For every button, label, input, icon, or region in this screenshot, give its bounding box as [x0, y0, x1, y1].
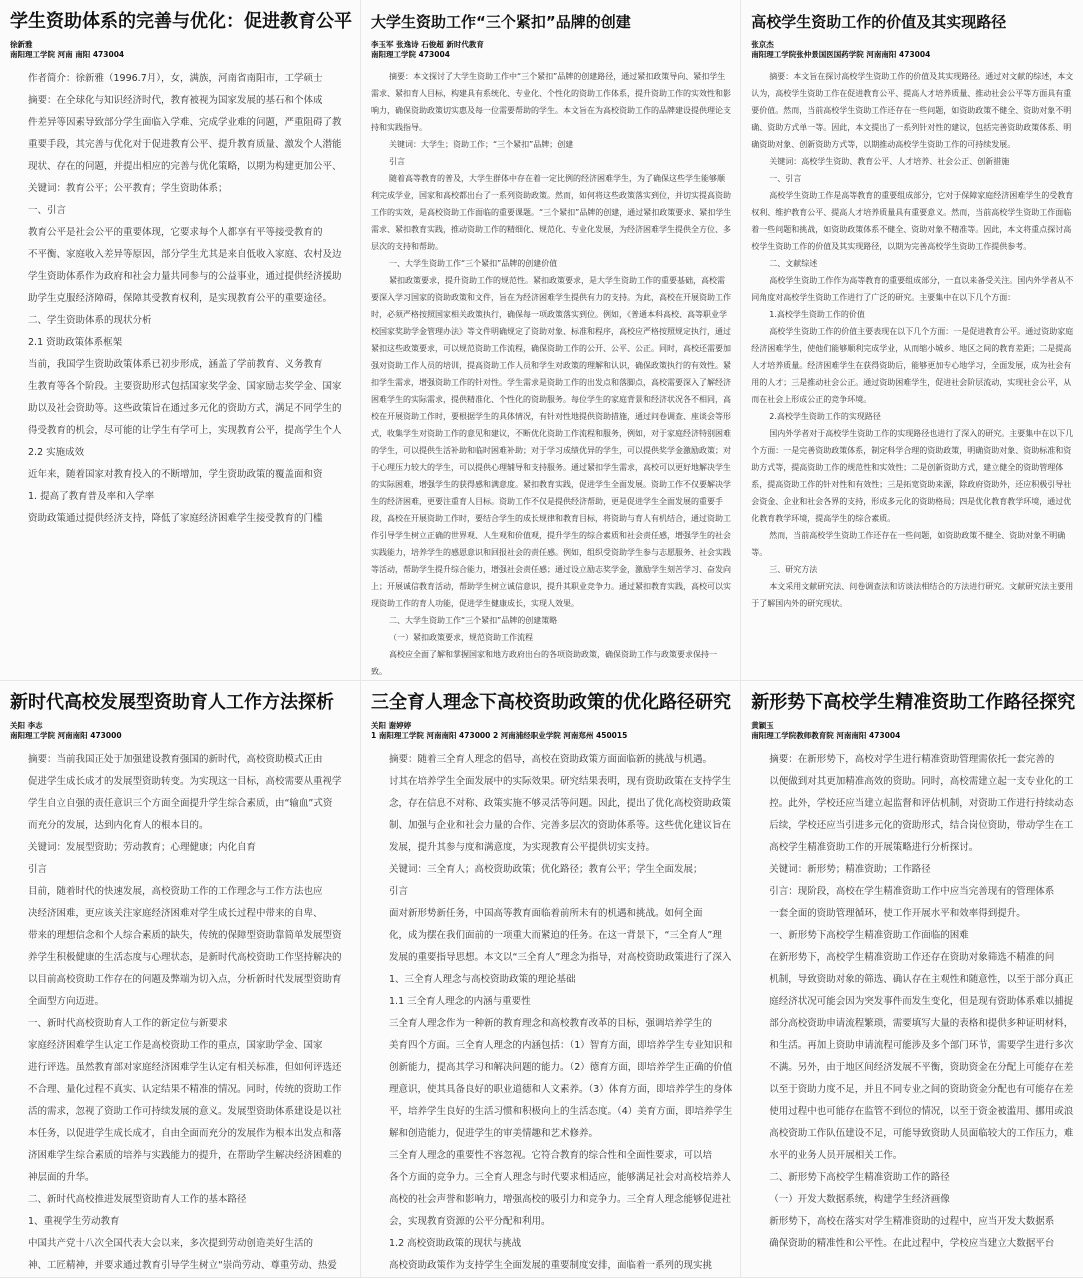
body-paragraph: 讨其在培养学生全面发展中的实际效果。研究结果表明，现有资助政策在支持学生 — [389, 776, 732, 787]
paper-affiliation: 南阳理工学院教师教育院 河南南阳 473004 — [751, 731, 901, 740]
body-paragraph: 关键词：新形势；精准资助；工作路径 — [769, 864, 931, 875]
paper-affiliation: 南阳理工学院 473004 — [371, 50, 450, 59]
section-heading: 一、新时代高校资助育人工作的新定位与新要求 — [28, 1018, 228, 1029]
body-paragraph: 关键词：三全育人；高校资助政策；优化路径；教育公平；学生全面发展； — [389, 864, 703, 875]
body-paragraph: 目前，随着时代的快速发展，高校资助工作的工作理念与工作方法也应 — [28, 886, 323, 897]
body-paragraph: 教育公平是社会公平的重要体现，它要求每个人都享有平等接受教育的 — [28, 227, 323, 238]
body-paragraph: 以至于资助力度不足，并且不同专业之间的资助资金分配也有可能存在差 — [769, 1084, 1074, 1095]
paper-authors: 张京杰 — [751, 40, 774, 49]
section-heading: （一）紧扣政策要求，规范资助工作流程 — [389, 633, 533, 642]
body-paragraph: 和生活。再加上资助申请流程可能涉及多个部门环节，需要学生进行多次 — [769, 1040, 1074, 1051]
body-paragraph: 件差异等因素导致部分学生面临入学难、完成学业难的问题，严重阻碍了教 — [28, 117, 342, 128]
paper-page-5 — [361, 681, 741, 1278]
body-paragraph: 本文采用文献研究法、问卷调查法和访谈法相结合的方法进行研究。文献研究法主要用于了解国内外的研究现状。 — [751, 582, 1074, 608]
body-paragraph: 摘要：当前我国正处于加强建设教育强国的新时代，高校资助模式正由 — [28, 754, 323, 765]
body-paragraph: 养学生积极健康的生活态度与心理状态，是新时代高校资助工作坚持解决的 — [28, 952, 342, 963]
body-paragraph: 高校学生资助工作的价值主要表现在以下几个方面：一是促进教育公平。通过资助家庭经济困难学生，使他们能够顺利完成学业，从而缩小城乡、地区之间的教育差距；二是提高人才培养质量。经济困难学生在获得资助后，能够更加专心地学习，全面发展，成为社会有用的人才；三是推动社会公正。通过资助困难学生，促进社会阶层流动，实现社会公平，从而在社会上形成公正的竞争环境。 — [751, 327, 1074, 404]
paper-page-6 — [741, 681, 1083, 1278]
body-paragraph: 作者简介：徐新雅（1996.7月），女，满族，河南省南阳市，工学硕士 — [28, 73, 323, 84]
body-paragraph: 高校资助政策作为支持学生全面发展的重要制度安排，面临着一系列的现实挑 — [389, 1260, 713, 1271]
body-paragraph: 活的需求，忽视了资助工作可持续发展的意义。发展型资助体系建设是以社 — [28, 1106, 342, 1117]
paper-affiliation: 1 南阳理工学院 河南南阳 473000 2 河南浦经职业学院 河南郑州 450015 — [371, 731, 628, 740]
body-paragraph: 理意识，使其具备良好的职业道德和人文素养。（3）体育方面，即培养学生的身体 — [389, 1084, 733, 1095]
body-paragraph: 学生资助体系作为政府和社会力量共同参与的公益事业，通过提供经济援助 — [28, 271, 342, 282]
paper-affiliation: 南阳理工学院张仲景国医国药学院 河南南阳 473004 — [751, 50, 931, 59]
body-paragraph: 当前，我国学生资助政策体系已初步形成，涵盖了学前教育、义务教育 — [28, 359, 323, 370]
body-paragraph: 不合理、量化过程不真实、认定结果不精准的情况。同时，传统的资助工作 — [28, 1084, 342, 1095]
body-paragraph: 高校资助工作队伍建设不足，可能导致资助人员面临较大的工作压力，难 — [769, 1128, 1074, 1139]
body-paragraph: 一套全面的资助管理循环，使工作开展水平和效率得到提升。 — [769, 908, 1026, 919]
paper-authors: 徐新雅 — [10, 40, 33, 49]
body-paragraph: 本任务，以促进学生成长成才，自由全面而充分的发展作为根本出发点和落 — [28, 1128, 342, 1139]
body-paragraph: 化，成为摆在我们面前的一项重大而紧迫的任务。在这一背景下，“三全育人”理 — [389, 930, 722, 941]
section-heading: 二、文献综述 — [769, 259, 818, 268]
body-paragraph: 助学生克服经济障碍，保障其受教育权利，是实现教育公平的重要途径。 — [28, 293, 333, 304]
body-paragraph: 庭经济状况可能会因为突发事件而发生变化，但是现有资助体系难以捕捉 — [769, 996, 1074, 1007]
body-paragraph: 制、加强与企业和社会力量的合作、完善多层次的资助体系等。这些优化建议旨在 — [389, 820, 732, 831]
section-heading: 1. 提高了教育普及率和入学率 — [28, 491, 155, 502]
body-paragraph: 美育四个方面。三全育人理念的内涵包括：（1）智育方面，即培养学生专业知识和 — [389, 1040, 733, 1051]
section-heading: 二、新形势下高校学生精准资助工作的路径 — [769, 1172, 950, 1183]
body-paragraph: 摘要：在全球化与知识经济时代，教育被视为国家发展的基石和个体成 — [28, 95, 323, 106]
body-paragraph: 关键词：教育公平；公平教育；学生资助体系； — [28, 183, 228, 194]
body-paragraph: 后续，学校还应当引进多元化的资助形式，结合岗位资助，带动学生在工 — [769, 820, 1074, 831]
body-paragraph: 面对新形势新任务，中国高等教育面临着前所未有的机遇和挑战。如何全面 — [389, 908, 703, 919]
body-paragraph: 紧扣政策要求，提升资助工作的规范性。紧扣政策要求，是大学生资助工作的重要基础，高校需要深入学习国家的资助政策和文件，旨在为经济困难学生提供有力的支持。为此，高校在开展资助工作时，必须严格按照国家相关政策执行，确保每一项政策落实到位。例如，《普通本科高校、高等职业学校国家奖助学金管理办法》等文件明确规定了资助对象、标准和程序，高校应严格按照规定执行，通过紧扣这些政策要求，可以规范资助工作流程，确保资助工作的公开、公平、公正。同时，高校还需要加强对资助工作人员的培训，提高资助工作人员和学生对政策的理解和认识，确保政策执行的有效性。紧扣学生需求，增强资助工作的针对性。学生需求是资助工作的出发点和落脚点，高校需要深入了解经济困难学生的实际需求，提供精准化、个性化的资助服务。每位学生的家庭背景和经济状况各不相同，高校在开展资助工作时，要根据学生的具体情况，有针对性地提供资助措施，通过问卷调查、座谈会等形式，收集学生对资助工作的意见和建议，不断优化资助工作流程和服务，例如，对于家庭经济特别困难的学生，可以提供生活补助和临时困难补助；对于学习成绩优异的学生，可以提供奖学金激励政策；对于心理压力较大的学生，可以提供心理辅导和支持服务。通过紧扣学生需求，高校可以更好地解决学生的实际困难，增强学生的获得感和满意度。紧扣教育实践，促进学生全面发展。资助工作不仅要解决学生的经济困难，更要注重育人目标。资助工作不仅是提供经济帮助，更是促进学生全面发展的重要手段，高校在开展资助工作时，要结合学生的成长规律和教育目标，将资助与育人有机结合，通过资助工作引导学生树立正确的世界观、人生观和价值观，提升学生的综合素质和社会责任感，增强学生的社会实践能力，培养学生的感恩意识和回报社会的责任感。例如，组织受资助学生参与志愿服务、社会实践等活动，帮助学生提升综合能力，增强社会责任感；通过设立励志奖学金，激励学生刻苦学习、奋发向上；开展诚信教育活动，帮助学生树立诚信意识，提升其职业竞争力。通过紧扣教育实践，高校可以实现资助工作的育人功能，促进学生健康成长，实现人效果。 — [371, 276, 731, 608]
paper-authors: 关阳 谢婷婷 — [371, 721, 412, 730]
paper-page-3 — [741, 0, 1083, 681]
section-heading: 关键词：高校学生资助、教育公平、人才培养、社会公正、创新措施 — [769, 157, 1010, 166]
section-heading: 2.高校学生资助工作的实现路径 — [769, 412, 881, 421]
body-paragraph: 以便做到对其更加精准高效的资助。同时，高校需建立起一支专业化的工 — [769, 776, 1074, 787]
section-heading: 引言 — [389, 886, 409, 897]
paper-page-1 — [0, 0, 361, 681]
paper-title: 新时代高校发展型资助育人工作方法探析 — [10, 692, 334, 713]
section-heading: 1.高校学生资助工作的价值 — [769, 310, 865, 319]
body-paragraph: 在新形势下，高校学生精准资助工作还存在资助对象筛选不精准的问 — [769, 952, 1055, 963]
body-paragraph: 发展的重要指导思想。本文以“三全育人”理念为指导，对高校资助政策进行了深入 — [389, 952, 732, 963]
body-paragraph: 促进学生成长成才的发展型资助转变。为实现这一目标，高校需要从重视学 — [28, 776, 342, 787]
body-paragraph: 部分高校资助申请流程繁琐，需要填写大量的表格和提供多种证明材料， — [769, 1018, 1074, 1029]
body-paragraph: 资助政策通过提供经济支持，降低了家庭经济困难学生接受教育的门槛 — [28, 513, 323, 524]
paper-title: 大学生资助工作“三个紧扣”品牌的创建 — [371, 13, 631, 31]
body-paragraph: 摘要：在新形势下，高校对学生进行精准资助管理需依托一套完善的 — [769, 754, 1055, 765]
body-paragraph: 使用过程中也可能存在监管不到位的情况，以至于资金被滥用、挪用或浪 — [769, 1106, 1074, 1117]
body-paragraph: 以目前高校资助工作存在的问题及弊端为切入点，分析新时代发展型资助育 — [28, 974, 342, 985]
body-paragraph: 发展，提升其参与度和满意度，为实现教育公平提供切实支持。 — [389, 842, 656, 853]
paper-page-2 — [361, 0, 741, 681]
body-paragraph: 而充分的发展，达到内化育人的根本目的。 — [28, 820, 209, 831]
paper-affiliation: 南阳理工学院 河南 南阳 473004 — [10, 50, 125, 59]
paper-authors: 黄颖玉 — [751, 721, 774, 730]
body-paragraph: 家庭经济困难学生认定工作是高校资助工作的重点，国家助学金、国家 — [28, 1040, 323, 1051]
body-paragraph: 不满。另外，由于地区间经济发展不平衡，资助资金在分配上可能存在差 — [769, 1062, 1074, 1073]
body-paragraph: 各个方面的竞争力。三全育人理念与时代要求相适应，能够满足社会对高校培养人 — [389, 1172, 732, 1183]
section-heading: 引言 — [28, 864, 48, 875]
body-paragraph: 高校学生资助工作作为高等教育的重要组成部分，一直以来备受关注。国内外学者从不同角度对高校学生资助工作进行了广泛的研究。主要集中在以下几个方面： — [751, 276, 1074, 302]
body-paragraph: 进行评选。虽然教育部对家庭经济困难学生认定有相关标准，但如何评选还 — [28, 1062, 342, 1073]
body-paragraph: 现状、存在的问题，并提出相应的完善与优化策略，以期为构建更加公平、 — [28, 161, 342, 172]
section-heading: 二、大学生资助工作“三个紧扣”品牌的创建策略 — [389, 616, 558, 625]
body-paragraph: 重要手段，其完善与优化对于促进教育公平、提升教育质量、激发个人潜能 — [28, 139, 342, 150]
body-paragraph: 水平的业务人员开展相关工作。 — [769, 1150, 903, 1161]
body-paragraph: 然而，当前高校学生资助工作还存在一些问题，如资助政策不健全、资助对象不明确等。 — [751, 531, 1066, 557]
body-paragraph: 关键词：发展型资助；劳动教育；心理健康；内化自育 — [28, 842, 257, 853]
body-paragraph: 会，实现教育资源的公平分配和利用。 — [389, 1216, 551, 1227]
body-paragraph: 高校学生精准资助工作的开展策略进行分析探讨。 — [769, 842, 979, 853]
section-heading: 2.2 实施成效 — [28, 447, 85, 458]
body-paragraph: 助以及社会资助等。这些政策旨在通过多元化的资助方式，满足不同学生的 — [28, 403, 342, 414]
body-paragraph: 学生自立自强的责任意识三个方面全面提升学生综合素质，由“输血”式资 — [28, 798, 333, 809]
body-paragraph: 国内外学者对于高校学生资助工作的实现路径也进行了深入的研究。主要集中在以下几个方面：一是完善资助政策体系，制定科学合理的资助政策，明确资助对象、资助标准和资助方式等，提高资助工作的规范性和实效性；二是创新资助方式，建立健全的资助管理体系，提高资助工作的针对性和有效性；三是拓宽资助来源，除政府资助外，还应积极引导社会资金、企业和社会各界的支持，形成多元化的资助格局；四是优化教育教学环境，通过优化教育教学环境，提高学生的综合素质。 — [751, 429, 1074, 523]
body-paragraph: 控。此外，学校还应当建立起监督和评估机制，对资助工作进行持续动态 — [769, 798, 1074, 809]
body-paragraph: 确保资助的精准性和公平性。在此过程中，学校应当建立大数据平台 — [769, 1238, 1055, 1249]
section-heading: 1、三全育人理念与高校资助政策的理论基础 — [389, 974, 576, 985]
body-paragraph: 机制，导致资助对象的筛选、确认存在主观性和随意性，以至于部分真正 — [769, 974, 1074, 985]
section-heading: 二、学生资助体系的现状分析 — [28, 315, 152, 326]
body-paragraph: 高校应全面了解和掌握国家和地方政府出台的各项资助政策，确保资助工作与政策要求保持一致。 — [371, 650, 717, 676]
section-heading: 1、重视学生劳动教育 — [28, 1216, 120, 1227]
body-paragraph: 神层面的升华。 — [28, 1172, 95, 1183]
section-heading: 一、大学生资助工作“三个紧扣”品牌的创建价值 — [389, 259, 558, 268]
body-paragraph: 三全育人理念的重要性不容忽视。它符合教育的综合性和全面性要求，可以培 — [389, 1150, 713, 1161]
paper-page-4 — [0, 681, 361, 1278]
body-paragraph: 全面型方向迈进。 — [28, 996, 105, 1007]
section-heading: 二、新时代高校推进发展型资助育人工作的基本路径 — [28, 1194, 247, 1205]
body-paragraph: 摘要：本文探讨了大学生资助工作中“三个紧扣”品牌的创建路径，通过紧扣政策导向、紧扣学生需求、紧扣育人目标，构建具有系统化、专业化、个性化的资助工作体系，提升资助工作的实效性和影响力，确保资助政策切实惠及每一位需要帮助的学生。本文旨在为高校资助工作的品牌建设提供理论支持和实践指导。 — [371, 72, 731, 132]
body-paragraph: 得受教育的机会，尽可能的让学生有学可上，实现教育公平，提高学生个人 — [28, 425, 342, 436]
section-heading: 一、引言 — [769, 174, 802, 183]
section-heading: 1.2 高校资助政策的现状与挑战 — [389, 1238, 522, 1249]
body-paragraph: 高校学生资助工作是高等教育的重要组成部分，它对于保障家庭经济困难学生的受教育权利、维护教育公平、提高人才培养质量具有重要意义。然而，当前高校学生资助工作面临着一些问题和挑战，如资助政策体系不健全、资助对象不精准等。因此，本文将重点探讨高校学生资助工作的价值及其实现路径，以期为完善高校学生资助工作提供参考。 — [751, 191, 1074, 251]
body-paragraph: 解和创造能力，促进学生的审美情趣和艺术修养。 — [389, 1128, 599, 1139]
body-paragraph: 济困难学生综合素质的培养与实践能力的提升，在帮助学生解决经济困难的 — [28, 1150, 342, 1161]
section-heading: 一、新形势下高校学生精准资助工作面临的困难 — [769, 930, 969, 941]
body-paragraph: 不平衡、家庭收入差异等原因，部分学生尤其是来自低收入家庭、农村及边 — [28, 249, 342, 260]
body-paragraph: 带来的理想信念和个人综合素质的缺失，传统的保障型资助靠简单发展型资 — [28, 930, 342, 941]
paper-title: 学生资助体系的完善与优化：促进教育公平 — [10, 11, 352, 32]
body-paragraph: 中国共产党十八次全国代表大会以来，多次提到劳动创造美好生活的 — [28, 1238, 314, 1249]
section-heading: 引言 — [389, 157, 405, 166]
body-paragraph: 创新能力，提高其学习和解决问题的能力。（2）德育方面，即培养学生正确的价值 — [389, 1062, 733, 1073]
paper-authors: 李玉军 张逸诗 石俊超 新时代教育 — [371, 40, 484, 49]
section-heading: 1.1 三全育人理念的内涵与重要性 — [389, 996, 531, 1007]
paper-authors: 关阳 李志 — [10, 721, 43, 730]
paper-title: 新形势下高校学生精准资助工作路径探究 — [751, 692, 1076, 713]
section-heading: 一、引言 — [28, 205, 67, 216]
paper-affiliation: 南阳理工学院 河南南阳 473000 — [10, 731, 122, 740]
body-paragraph: 高校的社会声誉和影响力，增强高校的吸引力和竞争力。三全育人理念能够促进社 — [389, 1194, 732, 1205]
paper-title: 高校学生资助工作的价值及其实现路径 — [751, 13, 1007, 31]
section-heading: 关键词：大学生；资助工作；“三个紧扣”品牌；创建 — [389, 140, 574, 149]
section-heading: 三、研究方法 — [769, 565, 818, 574]
body-paragraph: 引言：现阶段，高校在学生精准资助工作中应当完善现有的管理体系 — [769, 886, 1055, 897]
body-paragraph: 摘要：随着三全育人理念的倡导，高校在资助政策方面面临新的挑战与机遇。 — [389, 754, 713, 765]
body-paragraph: 摘要：本文旨在探讨高校学生资助工作的价值及其实现路径。通过对文献的综述，本文认为，高校学生资助工作在促进教育公平、提高人才培养质量、推动社会公平等方面具有重要价值。然而，当前高校学生资助工作还存在一些问题，如资助政策不健全、资助对象不明确、资助方式单一等。因此，本文提出了一系列针对性的建议，包括完善资助政策体系、明确资助对象、创新资助方式等，以期推动高校学生资助工作的可持续发展。 — [751, 72, 1074, 149]
paper-title: 三全育人理念下高校资助政策的优化路径研究 — [371, 692, 731, 713]
body-paragraph: 决经济困难，更应该关注家庭经济困难对学生成长过程中带来的自卑、 — [28, 908, 323, 919]
section-heading: 2.1 资助政策体系框架 — [28, 337, 123, 348]
body-paragraph: 随着高等教育的普及，大学生群体中存在着一定比例的经济困难学生，为了确保这些学生能够顺利完成学业，国家和高校都出台了一系列资助政策。然而，如何将这些政策落实到位，并切实提高资助工作的实效，是高校资助工作面临的重要课题。“三个紧扣”品牌的创建，通过紧扣政策要求、紧扣学生需求、紧扣教育实践，推动资助工作的精细化、规范化、专业化发展，为经济困难学生提供全方位、多层次的支持和帮助。 — [371, 174, 732, 251]
body-paragraph: 近年来，随着国家对教育投入的不断增加，学生资助政策的覆盖面和资 — [28, 469, 323, 480]
body-paragraph: 三全育人理念作为一种新的教育理念和高校教育改革的目标，强调培养学生的 — [389, 1018, 713, 1029]
body-paragraph: 神、工匠精神，并要求通过教育引导学生树立“崇尚劳动、尊重劳动、热爱 — [28, 1260, 337, 1271]
body-paragraph: 念，存在信息不对称、政策实施不够灵活等问题。因此，提出了优化高校资助政策 — [389, 798, 732, 809]
section-heading: （一）开发大数据系统，构建学生经济画像 — [769, 1194, 950, 1205]
body-paragraph: 新形势下，高校在落实对学生精准资助的过程中，应当开发大数据系 — [769, 1216, 1055, 1227]
body-paragraph: 生教育等各个阶段。主要资助形式包括国家奖学金、国家励志奖学金、国家 — [28, 381, 342, 392]
body-paragraph: 平，培养学生良好的生活习惯和积极向上的生活态度。（4）美育方面，即培养学生 — [389, 1106, 733, 1117]
